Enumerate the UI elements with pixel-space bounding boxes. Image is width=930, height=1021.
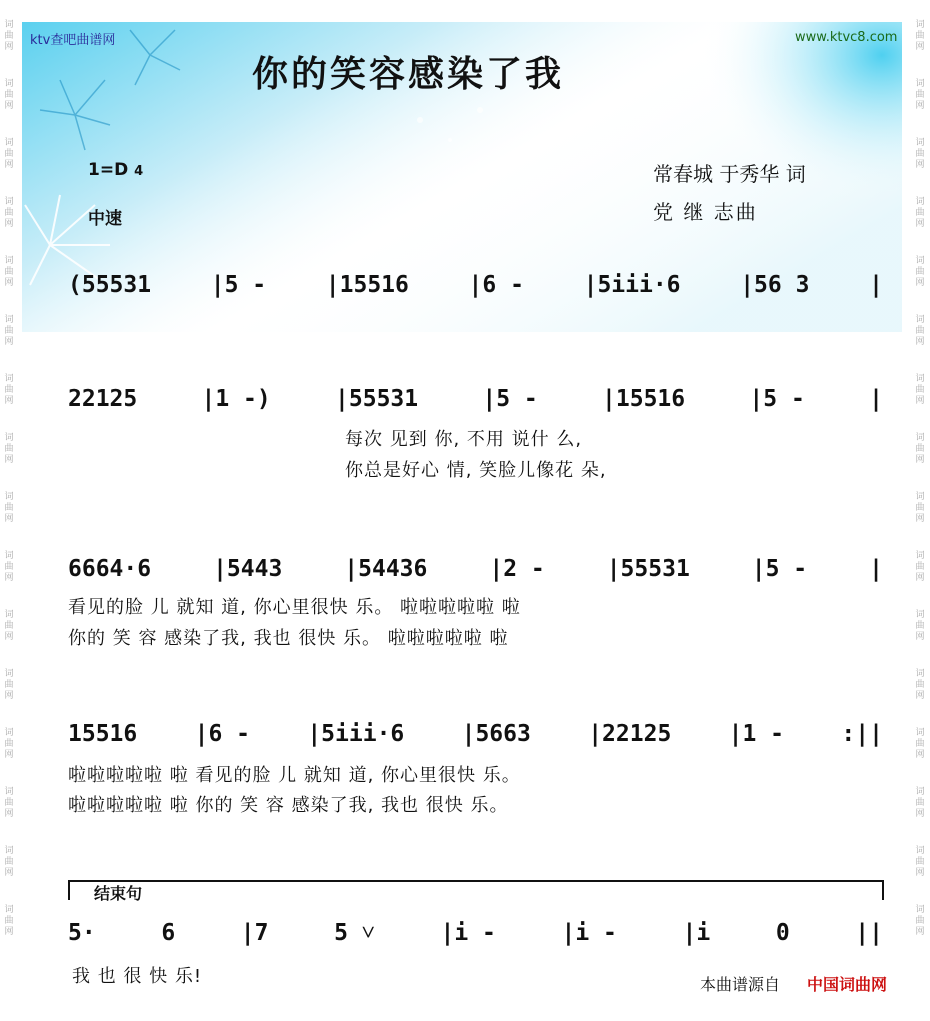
lyric-line: 看见的脸 儿 就知 道, 你心里很快 乐。 啦啦啦啦啦 啦 (68, 597, 521, 618)
side-glyph: 网 (915, 160, 925, 170)
side-glyph: 曲 (915, 90, 925, 100)
measure-notes: |6 - (194, 721, 250, 747)
lyric-line: 每次 见到 你, 不用 说什 么, (345, 429, 583, 450)
tempo-marking: 中速 (88, 209, 122, 229)
watermark-right: www.ktvc8.com (795, 30, 898, 45)
side-glyph: 曲 (4, 208, 14, 218)
lyricist-credit: 常春城 于秀华 词 (653, 162, 806, 186)
measure-notes: |15516 (602, 386, 686, 412)
side-glyph: 词 (4, 256, 14, 266)
side-glyph: 曲 (915, 503, 925, 513)
side-glyph: 网 (4, 160, 14, 170)
measure-notes: |1 - (728, 721, 785, 747)
measure-notes: |1 -) (201, 386, 271, 412)
side-glyph: 词 (915, 197, 925, 207)
side-glyph: 曲 (4, 31, 14, 41)
side-glyph: 词 (915, 669, 925, 679)
composer-credit: 党 继 志曲 (653, 200, 758, 224)
side-glyph: 曲 (915, 208, 925, 218)
side-glyph: 曲 (4, 680, 14, 690)
side-glyph: 网 (4, 573, 14, 583)
measure-notes: 22125 (68, 386, 138, 412)
measure-notes: 0 (775, 920, 790, 946)
side-glyph: 网 (4, 396, 14, 406)
side-glyph: 网 (915, 396, 925, 406)
side-glyph: 曲 (915, 267, 925, 277)
side-glyph: 词 (4, 20, 14, 30)
side-glyph: 曲 (915, 739, 925, 749)
side-glyph: 词 (4, 138, 14, 148)
measure-notes: |2 - (489, 556, 545, 582)
side-glyph: 曲 (4, 444, 14, 454)
side-glyph: 词 (4, 374, 14, 384)
side-glyph: 网 (4, 455, 14, 465)
ending-bracket (68, 880, 884, 900)
side-glyph: 词 (915, 20, 925, 30)
side-glyph: 网 (4, 337, 14, 347)
measure-notes: |54436 (344, 556, 428, 582)
measure-notes: 15516 (68, 721, 138, 747)
side-glyph: 网 (4, 868, 14, 878)
key-signature (88, 160, 143, 180)
key-value: 1=D (88, 160, 129, 180)
measure-notes: |7 (240, 920, 269, 946)
lyric-line: 你总是好心 情, 笑脸儿像花 朵, (345, 460, 607, 481)
side-glyph: 网 (915, 337, 925, 347)
song-title: 你的笑容感染了我 (252, 54, 565, 95)
side-glyph: 词 (915, 433, 925, 443)
side-glyph: 曲 (4, 562, 14, 572)
side-glyph: 词 (915, 315, 925, 325)
side-glyph: 曲 (915, 857, 925, 867)
side-glyph: 网 (4, 809, 14, 819)
side-glyph: 曲 (4, 326, 14, 336)
side-glyph: 词 (4, 551, 14, 561)
side-glyph: 词 (915, 728, 925, 738)
lyric-line: 啦啦啦啦啦 啦 看见的脸 儿 就知 道, 你心里很快 乐。 (68, 765, 521, 786)
side-glyph: 网 (4, 101, 14, 111)
side-glyph: 词 (4, 197, 14, 207)
side-glyph: 网 (915, 809, 925, 819)
side-glyph: 网 (915, 219, 925, 229)
side-glyph: 词 (915, 138, 925, 148)
side-glyph: 曲 (915, 562, 925, 572)
side-glyph: 网 (4, 514, 14, 524)
side-glyph: 网 (915, 455, 925, 465)
side-glyph: 网 (4, 927, 14, 937)
measure-notes: |5 - (482, 386, 538, 412)
measure-notes: |55531 (606, 556, 690, 582)
side-glyph: 词 (4, 905, 14, 915)
measure-notes: | (869, 272, 883, 298)
side-glyph: 词 (4, 669, 14, 679)
measure-notes: |5443 (213, 556, 283, 582)
source-credit-prefix: 本曲谱源自 (700, 975, 781, 994)
side-glyph: 曲 (915, 916, 925, 926)
side-glyph: 曲 (915, 798, 925, 808)
side-glyph: 网 (915, 42, 925, 52)
side-glyph: 网 (915, 278, 925, 288)
side-glyph: 网 (4, 42, 14, 52)
side-glyph: 曲 (4, 90, 14, 100)
side-glyph: 曲 (915, 149, 925, 159)
side-glyph: 曲 (4, 149, 14, 159)
measure-notes: |5663 (461, 721, 531, 747)
side-glyph: 词 (915, 846, 925, 856)
ending-label: 结束句 (94, 884, 143, 903)
side-glyph: 词 (915, 787, 925, 797)
measure-notes: |5 - (210, 272, 267, 298)
side-glyph: 词 (915, 79, 925, 89)
side-glyph: 网 (4, 691, 14, 701)
side-glyph: 词 (915, 374, 925, 384)
side-glyph: 网 (4, 278, 14, 288)
measure-notes: | (869, 556, 883, 582)
side-glyph: 词 (915, 610, 925, 620)
measure-notes: (55531 (68, 272, 152, 298)
side-glyph: 词 (915, 492, 925, 502)
key-suffix: 4 (134, 164, 144, 179)
measure-notes: |5iii·6 (583, 272, 681, 298)
measure-notes: :|| (841, 721, 883, 747)
measure-notes: |56 3 (740, 272, 810, 298)
measure-notes: | (869, 386, 883, 412)
measure-notes: 6664·6 (68, 556, 152, 582)
side-glyph: 网 (915, 927, 925, 937)
watermark-left: ktv查吧曲谱网 (30, 33, 116, 48)
measure-notes: || (855, 920, 883, 946)
measure-notes: |5iii·6 (307, 721, 405, 747)
measure-notes: 5· (68, 920, 96, 946)
side-glyph: 网 (915, 573, 925, 583)
measure-notes: |15516 (325, 272, 409, 298)
side-glyph: 网 (915, 632, 925, 642)
measure-notes: |22125 (588, 721, 672, 747)
side-glyph: 网 (915, 101, 925, 111)
notation-row-ending (68, 906, 883, 946)
side-glyph: 网 (4, 219, 14, 229)
measure-notes: |55531 (335, 386, 419, 412)
notation-row-2 (68, 372, 883, 412)
measure-notes: |6 - (468, 272, 524, 298)
side-glyph: 曲 (4, 385, 14, 395)
side-glyph: 网 (915, 868, 925, 878)
side-glyph: 网 (915, 750, 925, 760)
measure-notes: 6 (161, 920, 176, 946)
ending-lyrics: 我 也 很 快 乐! (72, 966, 203, 987)
lyric-line: 你的 笑 容 感染了我, 我也 很快 乐。 啦啦啦啦啦 啦 (68, 628, 509, 649)
side-glyph: 曲 (4, 857, 14, 867)
side-glyph: 词 (4, 433, 14, 443)
side-glyph: 曲 (4, 503, 14, 513)
side-glyph: 曲 (915, 621, 925, 631)
side-glyph: 词 (4, 610, 14, 620)
measure-notes: |i - (440, 920, 496, 946)
side-glyph: 曲 (915, 680, 925, 690)
measure-notes: |i (682, 920, 711, 946)
side-glyph: 网 (4, 750, 14, 760)
side-glyph: 词 (915, 905, 925, 915)
source-credit-site[interactable]: 中国词曲网 (807, 975, 888, 994)
side-glyph: 曲 (4, 267, 14, 277)
side-glyph: 词 (915, 551, 925, 561)
side-glyph: 网 (915, 691, 925, 701)
notation-row-1 (68, 258, 883, 298)
side-glyph: 词 (4, 79, 14, 89)
side-glyph: 曲 (4, 739, 14, 749)
side-glyph: 曲 (4, 798, 14, 808)
side-glyph: 词 (4, 846, 14, 856)
measure-notes: |5 - (749, 386, 805, 412)
side-glyph: 曲 (915, 444, 925, 454)
side-glyph: 词 (4, 728, 14, 738)
side-glyph: 词 (4, 315, 14, 325)
measure-notes: 5 ˅ (334, 920, 375, 946)
side-glyph: 曲 (915, 31, 925, 41)
notation-row-4 (68, 707, 883, 747)
side-glyph: 曲 (4, 916, 14, 926)
side-glyph: 曲 (915, 326, 925, 336)
measure-notes: |i - (561, 920, 617, 946)
side-glyph: 词 (915, 256, 925, 266)
notation-row-3 (68, 542, 883, 582)
measure-notes: |5 - (751, 556, 808, 582)
side-glyph: 词 (4, 787, 14, 797)
side-glyph: 词 (4, 492, 14, 502)
side-glyph: 网 (915, 514, 925, 524)
lyric-line: 啦啦啦啦啦 啦 你的 笑 容 感染了我, 我也 很快 乐。 (68, 795, 509, 816)
side-glyph: 曲 (4, 621, 14, 631)
side-glyph: 曲 (915, 385, 925, 395)
side-glyph: 网 (4, 632, 14, 642)
